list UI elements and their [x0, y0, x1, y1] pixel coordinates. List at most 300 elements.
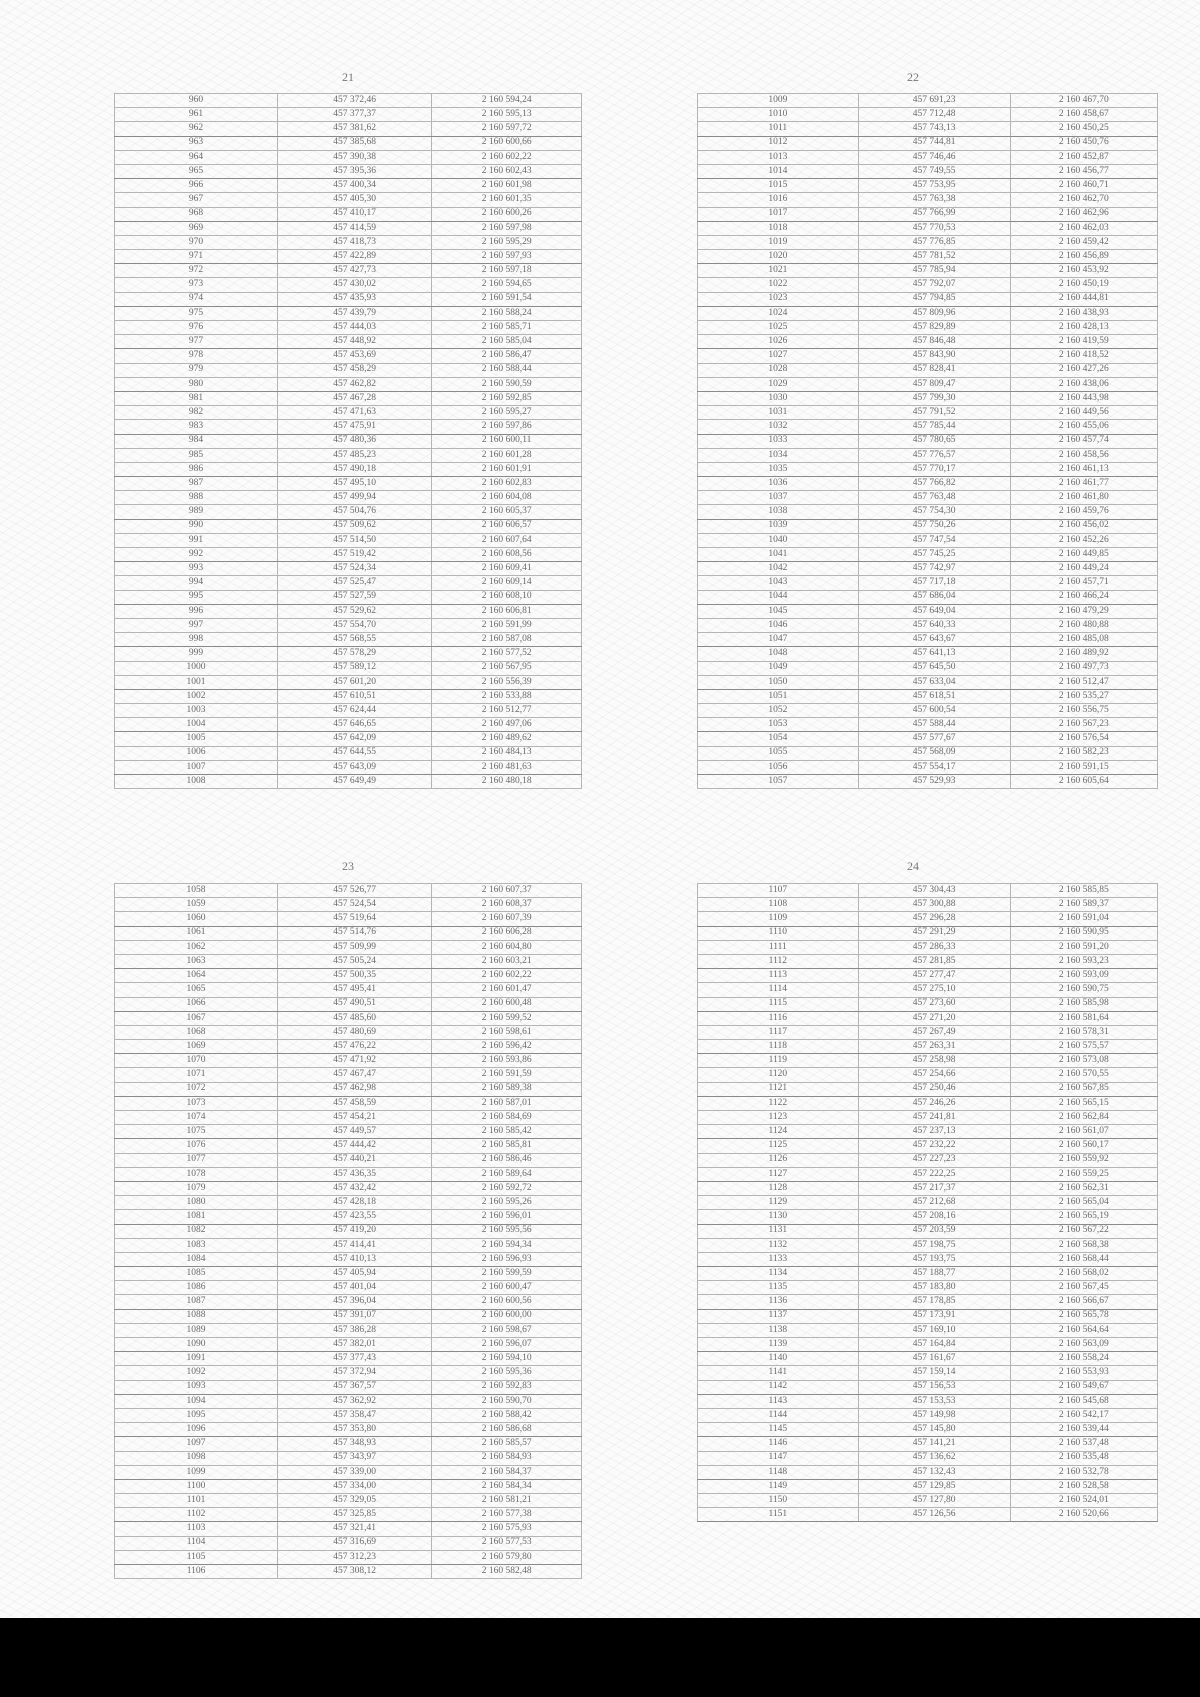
table-row: [698, 179, 1158, 193]
x-coordinate-cell: 457 458,29: [278, 363, 432, 377]
x-coordinate-cell: 457 254,66: [858, 1068, 1010, 1082]
table-row: [698, 1408, 1158, 1422]
point-number-cell: 1080: [115, 1196, 278, 1210]
y-coordinate-cell: 2 160 449,24: [1010, 562, 1157, 576]
y-coordinate-cell: 2 160 602,22: [432, 150, 582, 164]
point-number-cell: 1014: [698, 164, 859, 178]
x-coordinate-cell: 457 754,30: [858, 505, 1010, 519]
x-coordinate-cell: 457 500,35: [278, 969, 432, 983]
x-coordinate-cell: 457 828,41: [858, 363, 1010, 377]
x-coordinate-cell: 457 649,49: [278, 775, 432, 789]
y-coordinate-cell: 2 160 489,62: [432, 732, 582, 746]
y-coordinate-cell: 2 160 605,37: [432, 505, 582, 519]
point-number-cell: 985: [115, 448, 278, 462]
point-number-cell: 1113: [698, 969, 859, 983]
y-coordinate-cell: 2 160 591,99: [432, 618, 582, 632]
x-coordinate-cell: 457 414,41: [278, 1238, 432, 1252]
y-coordinate-cell: 2 160 450,19: [1010, 278, 1157, 292]
x-coordinate-cell: 457 396,04: [278, 1295, 432, 1309]
y-coordinate-cell: 2 160 456,77: [1010, 164, 1157, 178]
x-coordinate-cell: 457 198,75: [858, 1238, 1010, 1252]
point-number-cell: 1061: [115, 926, 278, 940]
point-number-cell: 974: [115, 292, 278, 306]
y-coordinate-cell: 2 160 604,80: [432, 940, 582, 954]
point-number-cell: 1095: [115, 1408, 278, 1422]
table-row: [698, 647, 1158, 661]
table-row: [115, 590, 582, 604]
table-row: [698, 1082, 1158, 1096]
table-row: [115, 732, 582, 746]
x-coordinate-cell: 457 161,67: [858, 1352, 1010, 1366]
point-number-cell: 1096: [115, 1423, 278, 1437]
point-number-cell: 1062: [115, 940, 278, 954]
point-number-cell: 961: [115, 108, 278, 122]
table-row: [115, 491, 582, 505]
table-row: [115, 1323, 582, 1337]
y-coordinate-cell: 2 160 594,24: [432, 94, 582, 108]
y-coordinate-cell: 2 160 601,47: [432, 983, 582, 997]
coordinate-table: [697, 93, 1158, 789]
table-row: [698, 618, 1158, 632]
x-coordinate-cell: 457 649,04: [858, 604, 1010, 618]
x-coordinate-cell: 457 405,30: [278, 193, 432, 207]
x-coordinate-cell: 457 316,69: [278, 1536, 432, 1550]
point-number-cell: 1001: [115, 675, 278, 689]
y-coordinate-cell: 2 160 590,59: [432, 377, 582, 391]
x-coordinate-cell: 457 286,33: [858, 940, 1010, 954]
y-coordinate-cell: 2 160 594,65: [432, 278, 582, 292]
x-coordinate-cell: 457 353,80: [278, 1423, 432, 1437]
x-coordinate-cell: 457 644,55: [278, 746, 432, 760]
table-row: [115, 1082, 582, 1096]
x-coordinate-cell: 457 444,03: [278, 321, 432, 335]
y-coordinate-cell: 2 160 567,45: [1010, 1281, 1157, 1295]
y-coordinate-cell: 2 160 497,73: [1010, 661, 1157, 675]
x-coordinate-cell: 457 418,73: [278, 235, 432, 249]
x-coordinate-cell: 457 526,77: [278, 884, 432, 898]
point-number-cell: 1056: [698, 760, 859, 774]
y-coordinate-cell: 2 160 427,26: [1010, 363, 1157, 377]
point-number-cell: 1099: [115, 1465, 278, 1479]
table-row: [698, 898, 1158, 912]
table-row: [698, 689, 1158, 703]
table-row: [698, 1508, 1158, 1522]
point-number-cell: 1100: [115, 1479, 278, 1493]
y-coordinate-cell: 2 160 570,55: [1010, 1068, 1157, 1082]
point-number-cell: 1141: [698, 1366, 859, 1380]
x-coordinate-cell: 457 792,07: [858, 278, 1010, 292]
x-coordinate-cell: 457 325,85: [278, 1508, 432, 1522]
x-coordinate-cell: 457 641,13: [858, 647, 1010, 661]
point-number-cell: 964: [115, 150, 278, 164]
x-coordinate-cell: 457 600,54: [858, 704, 1010, 718]
table-row: [698, 1252, 1158, 1266]
y-coordinate-cell: 2 160 450,25: [1010, 122, 1157, 136]
y-coordinate-cell: 2 160 584,93: [432, 1451, 582, 1465]
table-row: [115, 604, 582, 618]
y-coordinate-cell: 2 160 596,93: [432, 1252, 582, 1266]
y-coordinate-cell: 2 160 562,84: [1010, 1111, 1157, 1125]
point-number-cell: 1027: [698, 349, 859, 363]
table-row: [698, 1011, 1158, 1025]
point-number-cell: 1130: [698, 1210, 859, 1224]
point-number-cell: 1117: [698, 1025, 859, 1039]
point-number-cell: 973: [115, 278, 278, 292]
point-number-cell: 1149: [698, 1479, 859, 1493]
point-number-cell: 1023: [698, 292, 859, 306]
x-coordinate-cell: 457 339,00: [278, 1465, 432, 1479]
point-number-cell: 1145: [698, 1423, 859, 1437]
table-row: [698, 1295, 1158, 1309]
x-coordinate-cell: 457 529,62: [278, 604, 432, 618]
y-coordinate-cell: 2 160 595,13: [432, 108, 582, 122]
point-number-cell: 1126: [698, 1153, 859, 1167]
table-row: [115, 1096, 582, 1110]
x-coordinate-cell: 457 454,21: [278, 1111, 432, 1125]
point-number-cell: 1093: [115, 1380, 278, 1394]
page-22: [697, 70, 1158, 789]
coordinate-table: [114, 93, 582, 789]
page-24: [697, 859, 1158, 1522]
y-coordinate-cell: 2 160 457,74: [1010, 434, 1157, 448]
point-number-cell: 987: [115, 477, 278, 491]
x-coordinate-cell: 457 509,99: [278, 940, 432, 954]
point-number-cell: 1019: [698, 235, 859, 249]
x-coordinate-cell: 457 554,17: [858, 760, 1010, 774]
y-coordinate-cell: 2 160 597,93: [432, 250, 582, 264]
y-coordinate-cell: 2 160 601,91: [432, 462, 582, 476]
x-coordinate-cell: 457 400,34: [278, 179, 432, 193]
point-number-cell: 1050: [698, 675, 859, 689]
point-number-cell: 1025: [698, 321, 859, 335]
x-coordinate-cell: 457 435,93: [278, 292, 432, 306]
point-number-cell: 1102: [115, 1508, 278, 1522]
table-row: [115, 1224, 582, 1238]
table-row: [698, 576, 1158, 590]
table-row: [115, 562, 582, 576]
table-row: [115, 420, 582, 434]
table-row: [115, 1111, 582, 1125]
point-number-cell: 1133: [698, 1252, 859, 1266]
x-coordinate-cell: 457 334,00: [278, 1479, 432, 1493]
y-coordinate-cell: 2 160 481,63: [432, 760, 582, 774]
x-coordinate-cell: 457 642,09: [278, 732, 432, 746]
point-number-cell: 1119: [698, 1054, 859, 1068]
y-coordinate-cell: 2 160 456,02: [1010, 519, 1157, 533]
x-coordinate-cell: 457 410,17: [278, 207, 432, 221]
table-row: [115, 1437, 582, 1451]
point-number-cell: 1097: [115, 1437, 278, 1451]
point-number-cell: 1085: [115, 1267, 278, 1281]
table-row: [115, 1380, 582, 1394]
table-row: [698, 1366, 1158, 1380]
y-coordinate-cell: 2 160 553,93: [1010, 1366, 1157, 1380]
table-row: [698, 884, 1158, 898]
scan-bottom-border: [0, 1618, 1200, 1697]
x-coordinate-cell: 457 766,99: [858, 207, 1010, 221]
point-number-cell: 1066: [115, 997, 278, 1011]
point-number-cell: 995: [115, 590, 278, 604]
point-number-cell: 997: [115, 618, 278, 632]
table-row: [115, 207, 582, 221]
y-coordinate-cell: 2 160 600,66: [432, 136, 582, 150]
y-coordinate-cell: 2 160 589,38: [432, 1082, 582, 1096]
point-number-cell: 1016: [698, 193, 859, 207]
x-coordinate-cell: 457 846,48: [858, 335, 1010, 349]
point-number-cell: 1079: [115, 1181, 278, 1195]
point-number-cell: 980: [115, 377, 278, 391]
table-row: [115, 434, 582, 448]
x-coordinate-cell: 457 405,94: [278, 1267, 432, 1281]
y-coordinate-cell: 2 160 573,08: [1010, 1054, 1157, 1068]
x-coordinate-cell: 457 382,01: [278, 1338, 432, 1352]
x-coordinate-cell: 457 129,85: [858, 1479, 1010, 1493]
point-number-cell: 1071: [115, 1068, 278, 1082]
point-number-cell: 1043: [698, 576, 859, 590]
y-coordinate-cell: 2 160 596,42: [432, 1040, 582, 1054]
point-number-cell: 1007: [115, 760, 278, 774]
point-number-cell: 1009: [698, 94, 859, 108]
table-row: [115, 704, 582, 718]
point-number-cell: 1090: [115, 1338, 278, 1352]
x-coordinate-cell: 457 453,69: [278, 349, 432, 363]
point-number-cell: 1022: [698, 278, 859, 292]
x-coordinate-cell: 457 645,50: [858, 661, 1010, 675]
point-number-cell: 1103: [115, 1522, 278, 1536]
point-number-cell: 992: [115, 548, 278, 562]
table-row: [698, 997, 1158, 1011]
x-coordinate-cell: 457 250,46: [858, 1082, 1010, 1096]
point-number-cell: 1091: [115, 1352, 278, 1366]
y-coordinate-cell: 2 160 591,04: [1010, 912, 1157, 926]
point-number-cell: 1040: [698, 533, 859, 547]
x-coordinate-cell: 457 499,94: [278, 491, 432, 505]
point-number-cell: 1135: [698, 1281, 859, 1295]
table-row: [115, 1408, 582, 1422]
table-row: [115, 884, 582, 898]
y-coordinate-cell: 2 160 457,71: [1010, 576, 1157, 590]
point-number-cell: 1018: [698, 221, 859, 235]
point-number-cell: 993: [115, 562, 278, 576]
point-number-cell: 1053: [698, 718, 859, 732]
table-row: [698, 292, 1158, 306]
table-row: [698, 193, 1158, 207]
y-coordinate-cell: 2 160 595,36: [432, 1366, 582, 1380]
point-number-cell: 1024: [698, 306, 859, 320]
point-number-cell: 1070: [115, 1054, 278, 1068]
y-coordinate-cell: 2 160 549,67: [1010, 1380, 1157, 1394]
x-coordinate-cell: 457 436,35: [278, 1167, 432, 1181]
x-coordinate-cell: 457 640,33: [858, 618, 1010, 632]
point-number-cell: 1106: [115, 1565, 278, 1579]
table-row: [115, 1366, 582, 1380]
table-row: [698, 1479, 1158, 1493]
x-coordinate-cell: 457 173,91: [858, 1309, 1010, 1323]
table-row: [698, 954, 1158, 968]
x-coordinate-cell: 457 132,43: [858, 1465, 1010, 1479]
x-coordinate-cell: 457 633,04: [858, 675, 1010, 689]
point-number-cell: 1082: [115, 1224, 278, 1238]
y-coordinate-cell: 2 160 575,93: [432, 1522, 582, 1536]
y-coordinate-cell: 2 160 600,26: [432, 207, 582, 221]
table-row: [115, 576, 582, 590]
table-row: [698, 377, 1158, 391]
table-row: [698, 1153, 1158, 1167]
table-row: [115, 519, 582, 533]
x-coordinate-cell: 457 169,10: [858, 1323, 1010, 1337]
table-row: [698, 1380, 1158, 1394]
x-coordinate-cell: 457 712,48: [858, 108, 1010, 122]
x-coordinate-cell: 457 525,47: [278, 576, 432, 590]
point-number-cell: 1010: [698, 108, 859, 122]
table-row: [115, 1565, 582, 1579]
table-row: [115, 1295, 582, 1309]
table-row: [115, 1181, 582, 1195]
x-coordinate-cell: 457 577,67: [858, 732, 1010, 746]
point-number-cell: 972: [115, 264, 278, 278]
point-number-cell: 1042: [698, 562, 859, 576]
y-coordinate-cell: 2 160 449,56: [1010, 406, 1157, 420]
table-row: [115, 689, 582, 703]
x-coordinate-cell: 457 232,22: [858, 1139, 1010, 1153]
table-row: [115, 1238, 582, 1252]
y-coordinate-cell: 2 160 608,56: [432, 548, 582, 562]
y-coordinate-cell: 2 160 586,68: [432, 1423, 582, 1437]
x-coordinate-cell: 457 193,75: [858, 1252, 1010, 1266]
y-coordinate-cell: 2 160 590,70: [432, 1394, 582, 1408]
page-number: 22: [907, 70, 919, 84]
y-coordinate-cell: 2 160 453,92: [1010, 264, 1157, 278]
x-coordinate-cell: 457 691,23: [858, 94, 1010, 108]
x-coordinate-cell: 457 462,82: [278, 377, 432, 391]
y-coordinate-cell: 2 160 591,59: [432, 1068, 582, 1082]
table-row: [115, 675, 582, 689]
point-number-cell: 1041: [698, 548, 859, 562]
table-row: [698, 363, 1158, 377]
table-row: [115, 954, 582, 968]
y-coordinate-cell: 2 160 556,75: [1010, 704, 1157, 718]
y-coordinate-cell: 2 160 597,18: [432, 264, 582, 278]
y-coordinate-cell: 2 160 545,68: [1010, 1394, 1157, 1408]
point-number-cell: 1131: [698, 1224, 859, 1238]
table-row: [115, 1338, 582, 1352]
x-coordinate-cell: 457 127,80: [858, 1494, 1010, 1508]
x-coordinate-cell: 457 422,89: [278, 250, 432, 264]
table-row: [115, 548, 582, 562]
x-coordinate-cell: 457 467,47: [278, 1068, 432, 1082]
table-row: [698, 477, 1158, 491]
y-coordinate-cell: 2 160 608,10: [432, 590, 582, 604]
y-coordinate-cell: 2 160 596,07: [432, 1338, 582, 1352]
table-row: [115, 1025, 582, 1039]
point-number-cell: 1049: [698, 661, 859, 675]
x-coordinate-cell: 457 524,34: [278, 562, 432, 576]
table-row: [115, 533, 582, 547]
x-coordinate-cell: 457 770,17: [858, 462, 1010, 476]
x-coordinate-cell: 457 589,12: [278, 661, 432, 675]
x-coordinate-cell: 457 203,59: [858, 1224, 1010, 1238]
point-number-cell: 1029: [698, 377, 859, 391]
x-coordinate-cell: 457 281,85: [858, 954, 1010, 968]
y-coordinate-cell: 2 160 578,31: [1010, 1025, 1157, 1039]
x-coordinate-cell: 457 386,28: [278, 1323, 432, 1337]
point-number-cell: 1008: [115, 775, 278, 789]
y-coordinate-cell: 2 160 584,34: [432, 1479, 582, 1493]
y-coordinate-cell: 2 160 600,11: [432, 434, 582, 448]
x-coordinate-cell: 457 519,42: [278, 548, 432, 562]
x-coordinate-cell: 457 717,18: [858, 576, 1010, 590]
y-coordinate-cell: 2 160 579,80: [432, 1550, 582, 1564]
point-number-cell: 1069: [115, 1040, 278, 1054]
y-coordinate-cell: 2 160 600,48: [432, 997, 582, 1011]
point-number-cell: 1112: [698, 954, 859, 968]
y-coordinate-cell: 2 160 566,67: [1010, 1295, 1157, 1309]
table-row: [698, 718, 1158, 732]
y-coordinate-cell: 2 160 589,37: [1010, 898, 1157, 912]
x-coordinate-cell: 457 490,18: [278, 462, 432, 476]
x-coordinate-cell: 457 505,24: [278, 954, 432, 968]
table-row: [698, 448, 1158, 462]
x-coordinate-cell: 457 136,62: [858, 1451, 1010, 1465]
table-row: [698, 1181, 1158, 1195]
x-coordinate-cell: 457 258,98: [858, 1054, 1010, 1068]
table-row: [115, 462, 582, 476]
table-row: [115, 136, 582, 150]
y-coordinate-cell: 2 160 461,77: [1010, 477, 1157, 491]
point-number-cell: 1086: [115, 1281, 278, 1295]
point-number-cell: 981: [115, 391, 278, 405]
y-coordinate-cell: 2 160 609,14: [432, 576, 582, 590]
table-row: [698, 491, 1158, 505]
y-coordinate-cell: 2 160 596,01: [432, 1210, 582, 1224]
y-coordinate-cell: 2 160 595,26: [432, 1196, 582, 1210]
y-coordinate-cell: 2 160 607,39: [432, 912, 582, 926]
x-coordinate-cell: 457 156,53: [858, 1380, 1010, 1394]
x-coordinate-cell: 457 524,54: [278, 898, 432, 912]
page-number: 23: [342, 859, 354, 873]
y-coordinate-cell: 2 160 480,18: [432, 775, 582, 789]
table-row: [698, 1281, 1158, 1295]
y-coordinate-cell: 2 160 443,98: [1010, 391, 1157, 405]
x-coordinate-cell: 457 509,62: [278, 519, 432, 533]
y-coordinate-cell: 2 160 535,48: [1010, 1451, 1157, 1465]
x-coordinate-cell: 457 222,25: [858, 1167, 1010, 1181]
table-row: [698, 335, 1158, 349]
y-coordinate-cell: 2 160 577,53: [432, 1536, 582, 1550]
x-coordinate-cell: 457 343,97: [278, 1451, 432, 1465]
table-row: [115, 1281, 582, 1295]
y-coordinate-cell: 2 160 461,80: [1010, 491, 1157, 505]
point-number-cell: 1143: [698, 1394, 859, 1408]
point-number-cell: 1020: [698, 250, 859, 264]
y-coordinate-cell: 2 160 539,44: [1010, 1423, 1157, 1437]
point-number-cell: 1057: [698, 775, 859, 789]
table-row: [698, 1437, 1158, 1451]
x-coordinate-cell: 457 362,92: [278, 1394, 432, 1408]
point-number-cell: 984: [115, 434, 278, 448]
table-row: [115, 1125, 582, 1139]
x-coordinate-cell: 457 588,44: [858, 718, 1010, 732]
y-coordinate-cell: 2 160 455,06: [1010, 420, 1157, 434]
table-row: [698, 1139, 1158, 1153]
y-coordinate-cell: 2 160 584,69: [432, 1111, 582, 1125]
x-coordinate-cell: 457 843,90: [858, 349, 1010, 363]
table-row: [698, 349, 1158, 363]
point-number-cell: 1012: [698, 136, 859, 150]
y-coordinate-cell: 2 160 598,61: [432, 1025, 582, 1039]
y-coordinate-cell: 2 160 564,64: [1010, 1323, 1157, 1337]
x-coordinate-cell: 457 348,93: [278, 1437, 432, 1451]
